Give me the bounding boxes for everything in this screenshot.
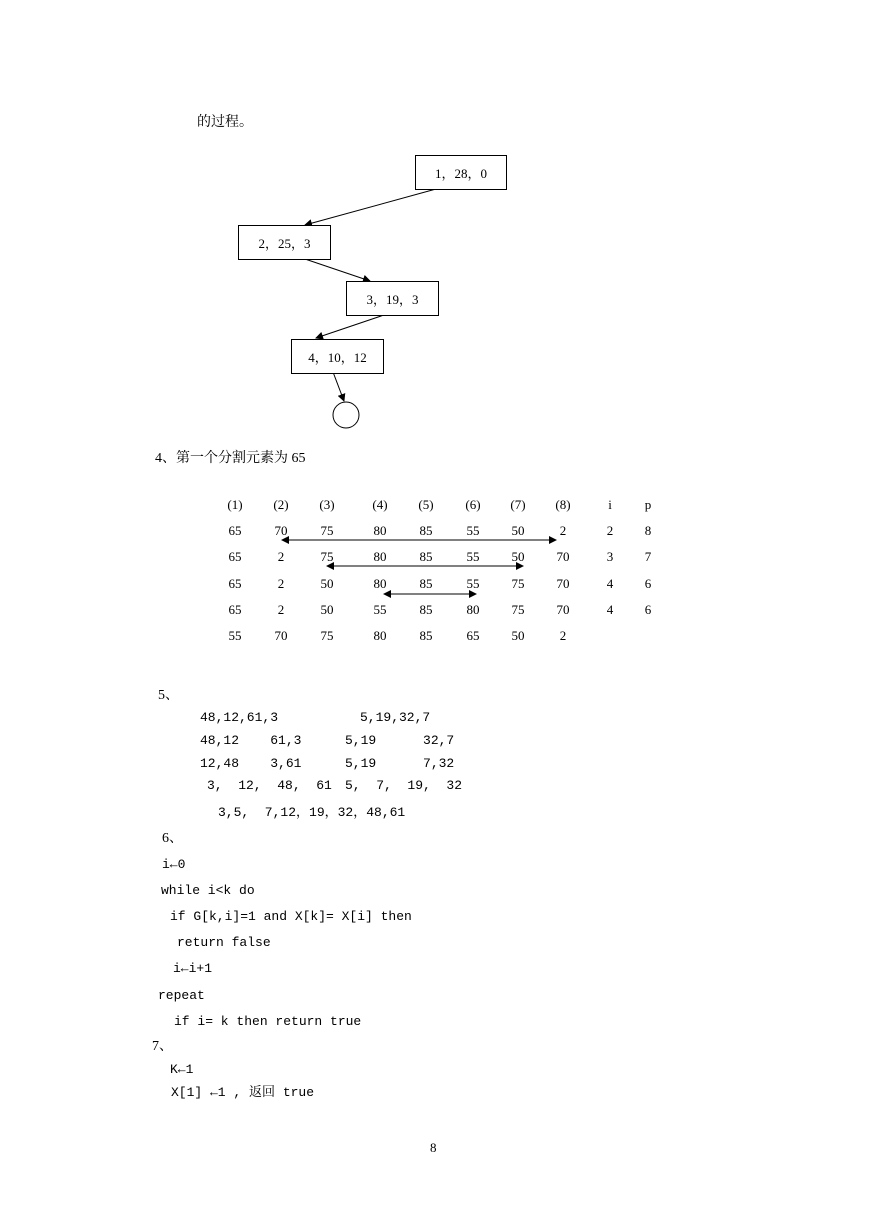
table-cell: 55 xyxy=(373,602,387,617)
search-tree-diagram xyxy=(0,0,869,440)
table-cell: 75 xyxy=(320,523,334,538)
table-cell: 80 xyxy=(373,549,387,564)
table-cell: 6 xyxy=(644,576,652,591)
table-cell: 70 xyxy=(556,549,570,564)
page-number: 8 xyxy=(430,1140,437,1155)
table-cell: 3 xyxy=(606,549,614,564)
table-cell: 55 xyxy=(466,523,480,538)
table-header-cell: (6) xyxy=(465,497,481,512)
code7-line-1: K←1 xyxy=(170,1062,194,1077)
table-cell: 6 xyxy=(644,602,652,617)
table-header-cell: p xyxy=(644,497,652,512)
merge-line-2-left: 48,12 61,3 xyxy=(200,733,302,748)
code6-line-2: while i<k do xyxy=(161,883,255,898)
table-cell: 2 xyxy=(277,602,285,617)
table-cell: 75 xyxy=(511,602,525,617)
table-cell: 4 xyxy=(606,602,614,617)
table-cell: 2 xyxy=(559,628,567,643)
table-cell: 70 xyxy=(274,628,288,643)
merge-line-4-left: 3, 12, 48, 61 xyxy=(207,778,332,793)
table-header-cell: (1) xyxy=(227,497,243,512)
table-cell: 65 xyxy=(466,628,480,643)
table-cell: 70 xyxy=(274,523,288,538)
merge-line-2-right: 5,19 32,7 xyxy=(345,733,455,748)
merge-line-3-left: 12,48 3,61 xyxy=(200,756,302,771)
table-cell: 7 xyxy=(644,549,652,564)
code6-line-6: repeat xyxy=(158,988,205,1003)
table-cell: 85 xyxy=(419,576,433,591)
code6-line-5: i←i+1 xyxy=(173,961,213,976)
table-cell: 2 xyxy=(277,576,285,591)
code6-line-4: return false xyxy=(177,935,271,950)
code6-line-7: if i= k then return true xyxy=(174,1014,362,1029)
table-cell: 50 xyxy=(511,549,525,564)
table-cell: 50 xyxy=(320,602,334,617)
table-cell: 65 xyxy=(228,523,242,538)
table-cell: 75 xyxy=(320,549,334,564)
table-cell: 75 xyxy=(320,628,334,643)
table-cell: 2 xyxy=(606,523,614,538)
tree-edge-4-leaf xyxy=(333,372,344,401)
table-header-cell: i xyxy=(608,497,612,512)
table-header-cell: (2) xyxy=(273,497,289,512)
tree-node-1: 1，28，0 xyxy=(415,155,507,190)
merge-line-1-right: 5,19,32,7 xyxy=(360,710,431,725)
table-cell: 2 xyxy=(559,523,567,538)
section5-heading: 5、 xyxy=(158,688,179,703)
table-header-cell: (7) xyxy=(510,497,526,512)
table-cell: 65 xyxy=(228,602,242,617)
table-cell: 65 xyxy=(228,549,242,564)
table-header-cell: (8) xyxy=(555,497,571,512)
table-cell: 80 xyxy=(373,628,387,643)
merge-line-1-left: 48,12,61,3 xyxy=(200,710,279,725)
merge-result: 3,5, 7,12，19，32，48,61 xyxy=(218,805,406,820)
table-cell: 85 xyxy=(419,523,433,538)
tree-edge-1-2 xyxy=(305,189,436,225)
table-cell: 75 xyxy=(511,576,525,591)
table-cell: 85 xyxy=(419,628,433,643)
section7-heading: 7、 xyxy=(152,1039,173,1054)
intro-text: 的过程。 xyxy=(197,115,253,130)
tree-edge-3-4 xyxy=(316,315,384,338)
table-cell: 50 xyxy=(320,576,334,591)
tree-leaf-node xyxy=(333,402,359,428)
table-cell: 70 xyxy=(556,602,570,617)
merge-line-3-right: 5,19 7,32 xyxy=(345,756,455,771)
table-cell: 80 xyxy=(466,602,480,617)
table-cell: 65 xyxy=(228,576,242,591)
table-cell: 8 xyxy=(644,523,652,538)
code7-line-2: X[1] ←1 , 返回 true xyxy=(171,1085,315,1100)
table-cell: 80 xyxy=(373,576,387,591)
table-cell: 80 xyxy=(373,523,387,538)
table-header-cell: (5) xyxy=(418,497,434,512)
table-cell: 70 xyxy=(556,576,570,591)
table-cell: 85 xyxy=(419,602,433,617)
table-cell: 4 xyxy=(606,576,614,591)
code6-line-1: i←0 xyxy=(162,857,186,872)
table-cell: 50 xyxy=(511,628,525,643)
table-cell: 2 xyxy=(277,549,285,564)
merge-line-4-right: 5, 7, 19, 32 xyxy=(345,778,463,793)
tree-edge-2-3 xyxy=(305,259,370,281)
tree-node-4: 4，10，12 xyxy=(291,339,384,374)
table-cell: 85 xyxy=(419,549,433,564)
section4-heading: 4、第一个分割元素为 65 xyxy=(155,451,306,466)
table-header-cell: (4) xyxy=(372,497,388,512)
table-cell: 50 xyxy=(511,523,525,538)
code6-line-3: if G[k,i]=1 and X[k]= X[i] then xyxy=(170,909,412,924)
table-header-cell: (3) xyxy=(319,497,335,512)
table-cell: 55 xyxy=(466,549,480,564)
table-cell: 55 xyxy=(228,628,242,643)
section6-heading: 6、 xyxy=(162,831,183,846)
tree-node-3: 3，19，3 xyxy=(346,281,439,316)
table-cell: 55 xyxy=(466,576,480,591)
tree-node-2: 2，25，3 xyxy=(238,225,331,260)
